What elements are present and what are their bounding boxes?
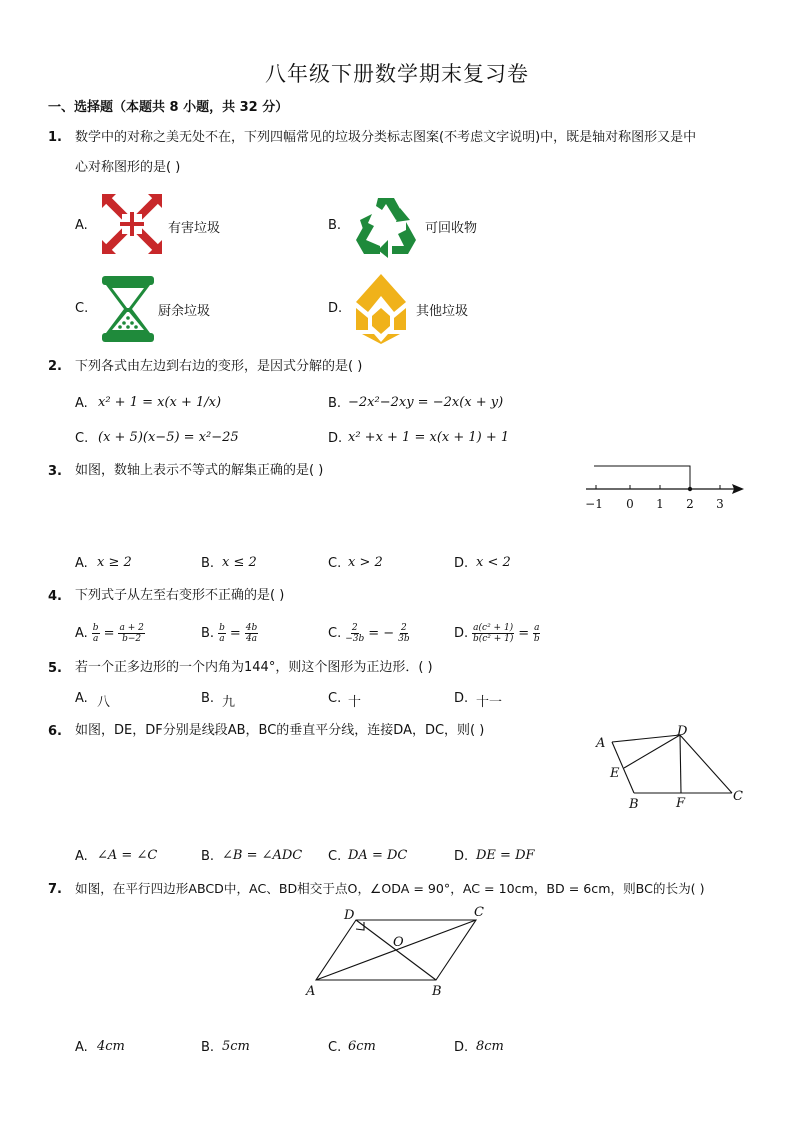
numerator: b bbox=[92, 623, 99, 633]
option-letter: D. bbox=[328, 301, 343, 316]
page-title: 八年级下册数学期末复习卷 bbox=[265, 62, 529, 86]
option-letter: B. bbox=[201, 556, 215, 571]
option-letter: C. bbox=[328, 691, 342, 706]
point-label: D bbox=[344, 908, 355, 923]
option-formula: DA = DC bbox=[348, 848, 408, 863]
denominator: b−2 bbox=[122, 634, 142, 644]
point-label: C bbox=[474, 905, 484, 920]
option-letter: C. bbox=[328, 626, 342, 641]
option-formula: 8cm bbox=[476, 1039, 504, 1054]
option-formula: DE = DF bbox=[476, 848, 535, 863]
option-letter: C. bbox=[75, 431, 89, 446]
recyclable-icon bbox=[352, 192, 420, 258]
numerator: 4b bbox=[245, 623, 258, 633]
equals-sign: = − bbox=[368, 626, 395, 641]
option-letter: B. bbox=[201, 1040, 215, 1055]
option-label: 其他垃圾 bbox=[416, 304, 469, 319]
option-label: 九 bbox=[222, 695, 236, 710]
option-formula: x² +x + 1 = x(x + 1) + 1 bbox=[348, 430, 510, 445]
question-stem: 下列式子从左至右变形不正确的是( ) bbox=[75, 588, 285, 603]
denominator: −3b bbox=[345, 634, 365, 644]
numerator: 2 bbox=[401, 623, 407, 633]
hazardous-waste-icon bbox=[100, 192, 164, 256]
axis-tick-label: 3 bbox=[716, 497, 724, 511]
option-letter: D. bbox=[454, 556, 469, 571]
option-formula: x² + 1 = x(x + 1/x) bbox=[98, 395, 222, 410]
point-label: F bbox=[676, 796, 686, 811]
option-letter: C. bbox=[328, 1040, 342, 1055]
fraction bbox=[345, 623, 364, 644]
axis-tick-label: 1 bbox=[656, 497, 664, 511]
option-letter: A. bbox=[75, 1040, 88, 1055]
option-letter: D. bbox=[328, 431, 343, 446]
geometry-figure-q7 bbox=[300, 902, 496, 998]
fraction bbox=[472, 623, 514, 644]
point-label: O bbox=[393, 935, 404, 950]
option-letter: A. bbox=[75, 218, 88, 233]
fraction bbox=[398, 623, 410, 644]
question-number: 2. bbox=[48, 359, 62, 374]
denominator: 4a bbox=[245, 634, 258, 644]
option-letter: D. bbox=[454, 691, 469, 706]
denominator: 3b bbox=[398, 634, 410, 644]
option-formula: ∠B = ∠ADC bbox=[222, 848, 303, 863]
numerator: 2 bbox=[351, 623, 358, 633]
question-stem: 如图，在平行四边形ABCD中，AC、BD相交于点O，∠ODA = 90°，AC = 10cm，BD = 6cm，则BC的长为( ) bbox=[75, 881, 705, 896]
fraction bbox=[533, 623, 540, 644]
section-heading: 一、选择题（本题共 8 小题，共 32 分） bbox=[48, 100, 289, 115]
option-formula: x ≤ 2 bbox=[222, 555, 257, 570]
option-row bbox=[328, 623, 410, 644]
option-letter: D. bbox=[454, 1040, 469, 1055]
option-letter: A. bbox=[75, 396, 88, 411]
question-stem bbox=[75, 123, 755, 183]
option-letter: B. bbox=[201, 691, 215, 706]
option-letter: B. bbox=[201, 849, 215, 864]
equals-sign: = bbox=[103, 626, 115, 641]
question-stem: 下列各式由左边到右边的变形，是因式分解的是( ) bbox=[75, 359, 363, 374]
option-formula: −2x²−2xy = −2x(x + y) bbox=[348, 395, 504, 410]
option-letter: B. bbox=[201, 626, 215, 641]
fraction bbox=[218, 623, 226, 644]
option-formula: x ≥ 2 bbox=[97, 555, 132, 570]
fraction bbox=[92, 623, 100, 644]
fraction bbox=[245, 623, 259, 644]
option-letter: A. bbox=[75, 626, 88, 641]
option-letter: A. bbox=[75, 849, 88, 864]
number-line-figure bbox=[582, 460, 748, 516]
option-formula: 6cm bbox=[348, 1039, 376, 1054]
question-stem: 如图，数轴上表示不等式的解集正确的是( ) bbox=[75, 463, 324, 478]
option-row bbox=[75, 623, 145, 644]
stem-line: 心对称图形的是( ) bbox=[75, 160, 181, 175]
denominator: b bbox=[533, 634, 540, 644]
option-formula: x > 2 bbox=[348, 555, 383, 570]
stem-line: 数学中的对称之美无处不在，下列四幅常见的垃圾分类标志图案(不考虑文字说明)中，既是轴对称图形又是中 bbox=[75, 130, 697, 145]
option-label: 有害垃圾 bbox=[168, 221, 221, 236]
numerator: a bbox=[534, 623, 540, 633]
denominator: b(c² + 1) bbox=[472, 634, 514, 644]
option-formula: x < 2 bbox=[476, 555, 511, 570]
question-number: 6. bbox=[48, 724, 62, 739]
numerator: a(c² + 1) bbox=[473, 623, 514, 633]
equals-sign: = bbox=[229, 626, 241, 641]
geometry-figure-q6 bbox=[590, 722, 750, 812]
option-letter: D. bbox=[454, 849, 469, 864]
question-number: 5. bbox=[48, 661, 62, 676]
point-label: A bbox=[596, 736, 606, 751]
point-label: C bbox=[733, 789, 743, 804]
option-formula: 5cm bbox=[222, 1039, 250, 1054]
option-label: 十 bbox=[348, 695, 362, 710]
option-label: 十一 bbox=[476, 695, 503, 710]
option-label: 可回收物 bbox=[425, 221, 478, 236]
point-label: D bbox=[677, 724, 688, 739]
equals-sign: = bbox=[518, 626, 530, 641]
kitchen-waste-icon bbox=[100, 274, 156, 344]
axis-tick-label: 2 bbox=[686, 497, 694, 511]
option-row bbox=[201, 623, 258, 644]
question-number: 7. bbox=[48, 882, 62, 897]
option-label: 厨余垃圾 bbox=[158, 304, 211, 319]
numerator: b bbox=[219, 623, 225, 633]
option-letter: B. bbox=[328, 396, 342, 411]
question-stem: 如图，DE，DF分别是线段AB，BC的垂直平分线，连接DA，DC，则( ) bbox=[75, 723, 485, 738]
option-letter: A. bbox=[75, 556, 88, 571]
question-number: 1. bbox=[48, 130, 62, 145]
option-letter: C. bbox=[328, 849, 342, 864]
other-waste-icon bbox=[350, 272, 412, 344]
question-stem: 若一个正多边形的一个内角为144°，则这个图形为正边形．( ) bbox=[75, 660, 433, 675]
option-letter: A. bbox=[75, 691, 88, 706]
fraction bbox=[118, 623, 144, 644]
option-letter: C. bbox=[75, 301, 89, 316]
denominator: a bbox=[92, 634, 99, 644]
point-label: B bbox=[432, 984, 442, 998]
option-formula: ∠A = ∠C bbox=[97, 848, 158, 863]
option-label: 八 bbox=[97, 695, 111, 710]
option-formula: 4cm bbox=[97, 1039, 125, 1054]
denominator: a bbox=[219, 634, 225, 644]
option-formula: (x + 5)(x−5) = x²−25 bbox=[98, 430, 239, 445]
option-letter: C. bbox=[328, 556, 342, 571]
question-number: 4. bbox=[48, 589, 62, 604]
point-label: E bbox=[610, 766, 620, 781]
question-number: 3. bbox=[48, 464, 62, 479]
axis-tick-label: 0 bbox=[626, 497, 634, 511]
option-row bbox=[454, 623, 540, 644]
axis-tick-label: −1 bbox=[585, 497, 603, 511]
option-letter: D. bbox=[454, 626, 469, 641]
option-letter: B. bbox=[328, 218, 342, 233]
numerator: a + 2 bbox=[119, 623, 144, 633]
point-label: A bbox=[306, 984, 316, 998]
point-label: B bbox=[629, 797, 639, 812]
